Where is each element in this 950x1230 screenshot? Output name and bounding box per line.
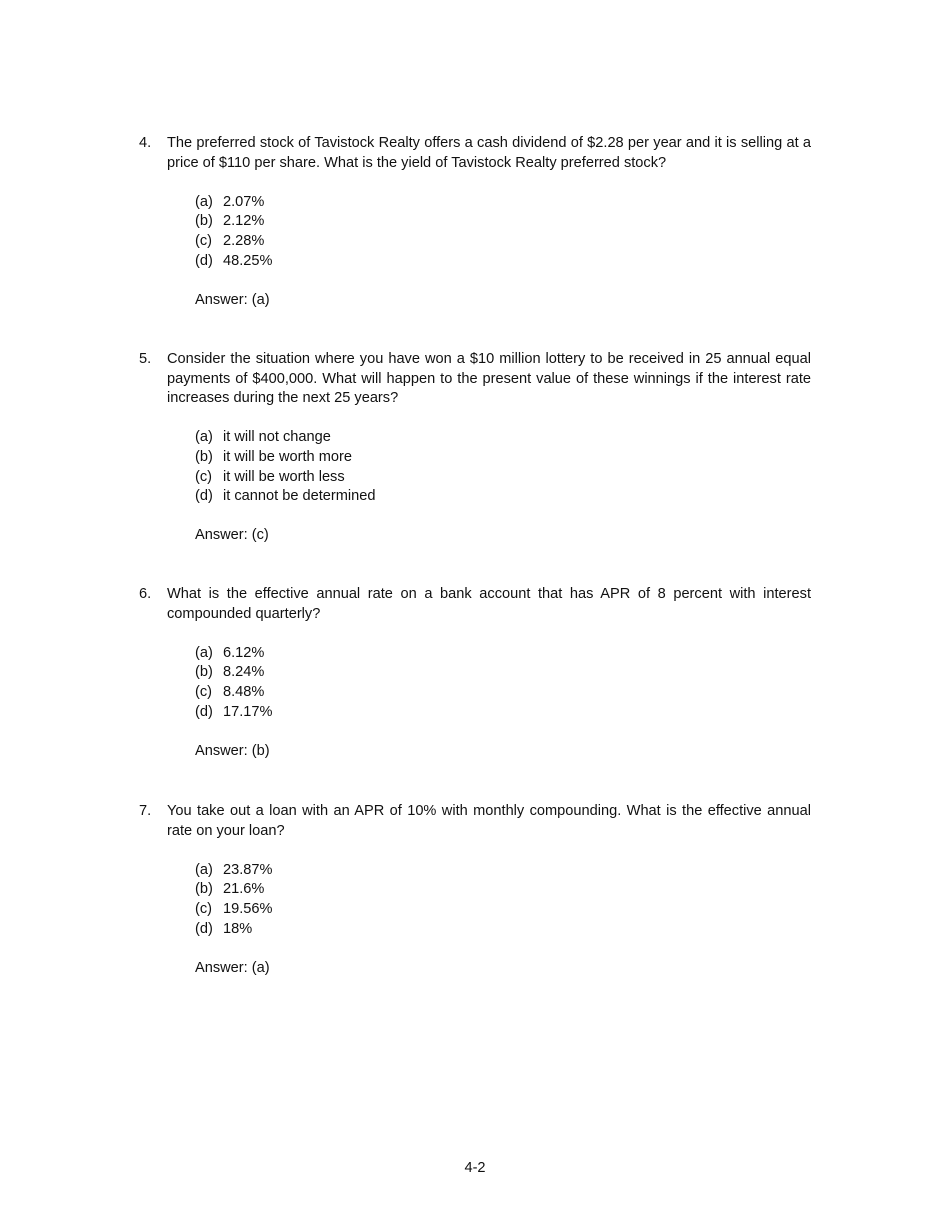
option-d: (d) 48.25% xyxy=(195,252,273,269)
question-text: You take out a loan with an APR of 10% with monthly compounding. What is the effective annual rate on your loan? xyxy=(167,803,811,839)
options-list xyxy=(195,428,811,506)
question-text: The preferred stock of Tavistock Realty offers a cash dividend of $2.28 per year and it is selling at a price of $110 per share. What is the yield of Tavistock Realty preferred stock? xyxy=(167,135,811,171)
answer-line: Answer: (a) xyxy=(195,959,270,976)
option-c: (c) it will be worth less xyxy=(195,468,345,485)
option-a: (a) 2.07% xyxy=(195,193,265,210)
option-a: (a) it will not change xyxy=(195,429,331,446)
answer-line: Answer: (c) xyxy=(195,527,269,544)
question-text: Consider the situation where you have won a $10 million lottery to be received in 25 annual equal payments of $400,000. What will happen to the present value of these winnings if the interest rate increases during the next 25 years? xyxy=(167,351,811,407)
question-number: 7. xyxy=(139,803,152,819)
page-number: 4-2 xyxy=(464,1160,486,1176)
question-5 xyxy=(139,350,811,546)
question-number: 4. xyxy=(139,135,152,151)
option-a: (a) 23.87% xyxy=(195,861,273,878)
question-7 xyxy=(139,802,811,978)
option-b: (b) 8.24% xyxy=(195,664,265,681)
option-b: (b) 2.12% xyxy=(195,213,265,230)
options-list xyxy=(195,193,811,271)
option-c: (c) 2.28% xyxy=(195,232,265,249)
question-6 xyxy=(139,585,811,761)
answer-line: Answer: (b) xyxy=(195,742,270,759)
option-b: (b) it will be worth more xyxy=(195,448,352,465)
options-list xyxy=(195,644,811,722)
question-number: 5. xyxy=(139,351,152,367)
question-text: What is the effective annual rate on a bank account that has APR of 8 percent with interest compounded quarterly? xyxy=(167,586,811,622)
option-b: (b) 21.6% xyxy=(195,881,265,898)
option-d: (d) 17.17% xyxy=(195,703,273,720)
option-c: (c) 8.48% xyxy=(195,683,265,700)
option-c: (c) 19.56% xyxy=(195,900,273,917)
question-4 xyxy=(139,134,811,310)
options-list xyxy=(195,861,811,939)
option-a: (a) 6.12% xyxy=(195,644,265,661)
question-number: 6. xyxy=(139,586,152,602)
option-d: (d) 18% xyxy=(195,920,253,937)
option-d: (d) it cannot be determined xyxy=(195,488,376,505)
answer-line: Answer: (a) xyxy=(195,291,270,308)
